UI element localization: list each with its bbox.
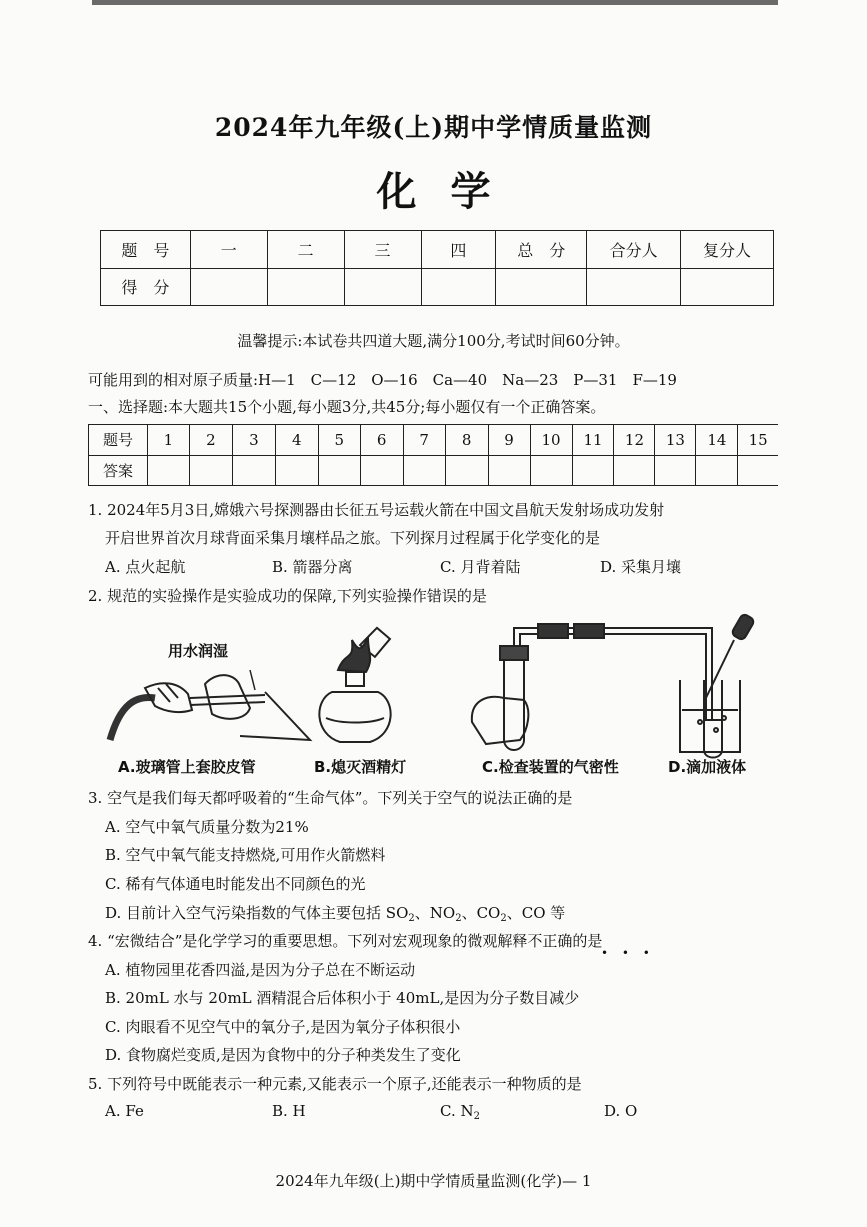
score-head-cell: 四	[421, 231, 496, 269]
answer-row-label: 答案	[89, 455, 148, 486]
question-1-stem-line2: 开启世界首次月球背面采集月壤样品之旅。下列探月过程属于化学变化的是	[105, 529, 601, 547]
score-head-cell: 合分人	[587, 231, 681, 269]
question-4-stem: 4. “宏微结合”是化学学习的重要思想。下列对宏观现象的微观解释不正确的是	[88, 932, 603, 950]
question-5-option-a: A. Fe	[105, 1102, 144, 1120]
answer-table	[88, 424, 778, 486]
subscript: 2	[473, 1111, 480, 1122]
answer-head-label: 题号	[89, 425, 148, 456]
answer-input-cell[interactable]	[318, 455, 360, 486]
answer-input-cell[interactable]	[445, 455, 488, 486]
question-1-option-c: C. 月背着陆	[440, 558, 521, 576]
question-5-stem: 5. 下列符号中既能表示一种元素,又能表示一个原子,还能表示一种物质的是	[88, 1075, 582, 1093]
answer-number-cell: 14	[696, 425, 738, 456]
question-5-option-c	[440, 1102, 480, 1122]
question-3-stem: 3. 空气是我们每天都呼吸着的“生命气体”。下列关于空气的说法正确的是	[88, 789, 573, 807]
answer-input-cell[interactable]	[189, 455, 232, 486]
tip-text: 温馨提示:本试卷共四道大题,满分100分,考试时间60分钟。	[237, 332, 630, 350]
alcohol-lamp-illustration	[319, 624, 392, 742]
caption-a: A.玻璃管上套胶皮管	[118, 758, 256, 776]
section-one-heading: 一、选择题:本大题共15个小题,每小题3分,共45分;每小题仅有一个正确答案。	[88, 398, 606, 416]
answer-number-cell: 4	[275, 425, 318, 456]
question-4-option-b: B. 20mL 水与 20mL 酒精混合后体积小于 40mL,是因为分子数目减少	[105, 989, 580, 1007]
answer-input-cell[interactable]	[147, 455, 189, 486]
score-input-cell[interactable]	[587, 268, 681, 306]
answer-input-cell[interactable]	[488, 455, 530, 486]
answer-number-cell: 9	[488, 425, 530, 456]
score-input-cell[interactable]	[421, 268, 496, 306]
score-input-cell[interactable]	[496, 268, 587, 306]
score-input-cell[interactable]	[344, 268, 421, 306]
answer-input-cell[interactable]	[275, 455, 318, 486]
score-input-cell[interactable]	[267, 268, 344, 306]
top-edge-bar	[92, 0, 778, 5]
option-d-text: 、CO 等	[506, 904, 566, 922]
question-3-option-a: A. 空气中氧气质量分数为21%	[105, 818, 309, 836]
score-head-cell: 三	[344, 231, 421, 269]
question-4-option-d: D. 食物腐烂变质,是因为食物中的分子种类发生了变化	[105, 1046, 461, 1064]
airtightness-check-illustration	[472, 624, 740, 752]
answer-number-cell: 3	[232, 425, 275, 456]
question-3-option-b: B. 空气中氧气能支持燃烧,可用作火箭燃料	[105, 846, 386, 864]
answer-number-cell: 13	[655, 425, 696, 456]
answer-input-cell[interactable]	[655, 455, 696, 486]
question-5-option-d: D. O	[604, 1102, 638, 1120]
question-4-option-a: A. 植物园里花香四溢,是因为分子总在不断运动	[105, 961, 416, 979]
subscript: 2	[500, 913, 507, 924]
option-d-text: 、NO	[414, 904, 456, 922]
answer-number-cell: 12	[614, 425, 655, 456]
answer-input-cell[interactable]	[360, 455, 403, 486]
answer-number-cell: 11	[572, 425, 614, 456]
subscript: 2	[455, 913, 462, 924]
score-input-cell[interactable]	[190, 268, 267, 306]
caption-b: B.熄灭酒精灯	[314, 758, 407, 776]
score-input-cell[interactable]	[681, 268, 774, 306]
answer-input-cell[interactable]	[614, 455, 655, 486]
option-c-text: C. N	[440, 1102, 474, 1120]
score-head-cell: 一	[190, 231, 267, 269]
caption-d: D.滴加液体	[668, 758, 747, 776]
question-2-stem: 2. 规范的实验操作是实验成功的保障,下列实验操作错误的是	[88, 587, 487, 605]
question-5-option-b: B. H	[272, 1102, 306, 1120]
answer-input-cell[interactable]	[403, 455, 445, 486]
question-3-option-d	[105, 902, 565, 924]
page-footer: 2024年九年级(上)期中学情质量监测(化学)— 1	[275, 1172, 592, 1190]
answer-input-cell[interactable]	[572, 455, 614, 486]
question-1-option-a: A. 点火起航	[105, 558, 186, 576]
caption-c: C.检查装置的气密性	[482, 758, 619, 776]
exam-subject: 化学	[376, 168, 525, 215]
answer-input-cell[interactable]	[696, 455, 738, 486]
label-moisten-with-water: 用水润湿	[168, 642, 229, 660]
subscript: 2	[408, 913, 415, 924]
question-4-option-c: C. 肉眼看不见空气中的氧分子,是因为氧分子体积很小	[105, 1018, 461, 1036]
answer-number-cell: 15	[738, 425, 778, 456]
score-row-label: 得 分	[101, 268, 191, 306]
option-d-text: D. 目前计入空气污染指数的气体主要包括 SO	[105, 904, 409, 922]
atomic-mass-text: 可能用到的相对原子质量:H—1 C—12 O—16 Ca—40 Na—23 P—31 F—19	[88, 371, 677, 389]
question-3-option-c: C. 稀有气体通电时能发出不同颜色的光	[105, 875, 366, 893]
score-table	[100, 230, 774, 306]
score-head-cell: 题 号	[101, 231, 191, 269]
score-head-cell: 二	[267, 231, 344, 269]
rubber-tube-illustration	[110, 670, 310, 740]
answer-number-cell: 10	[530, 425, 572, 456]
answer-number-cell: 1	[147, 425, 189, 456]
answer-number-cell: 5	[318, 425, 360, 456]
option-d-text: 、CO	[461, 904, 501, 922]
score-head-cell: 复分人	[681, 231, 774, 269]
question-1-option-d: D. 采集月壤	[600, 558, 682, 576]
answer-input-cell[interactable]	[738, 455, 778, 486]
answer-number-cell: 8	[445, 425, 488, 456]
answer-number-cell: 2	[189, 425, 232, 456]
emphasis-dots: • • •	[601, 946, 655, 960]
answer-number-cell: 7	[403, 425, 445, 456]
question-1-stem-line1: 1. 2024年5月3日,嫦娥六号探测器由长征五号运载火箭在中国文昌航天发射场成功发射	[88, 501, 665, 519]
answer-number-cell: 6	[360, 425, 403, 456]
answer-input-cell[interactable]	[232, 455, 275, 486]
exam-title: 2024年九年级(上)期中学情质量监测	[214, 113, 653, 142]
score-head-cell: 总 分	[496, 231, 587, 269]
answer-input-cell[interactable]	[530, 455, 572, 486]
question-1-option-b: B. 箭器分离	[272, 558, 353, 576]
